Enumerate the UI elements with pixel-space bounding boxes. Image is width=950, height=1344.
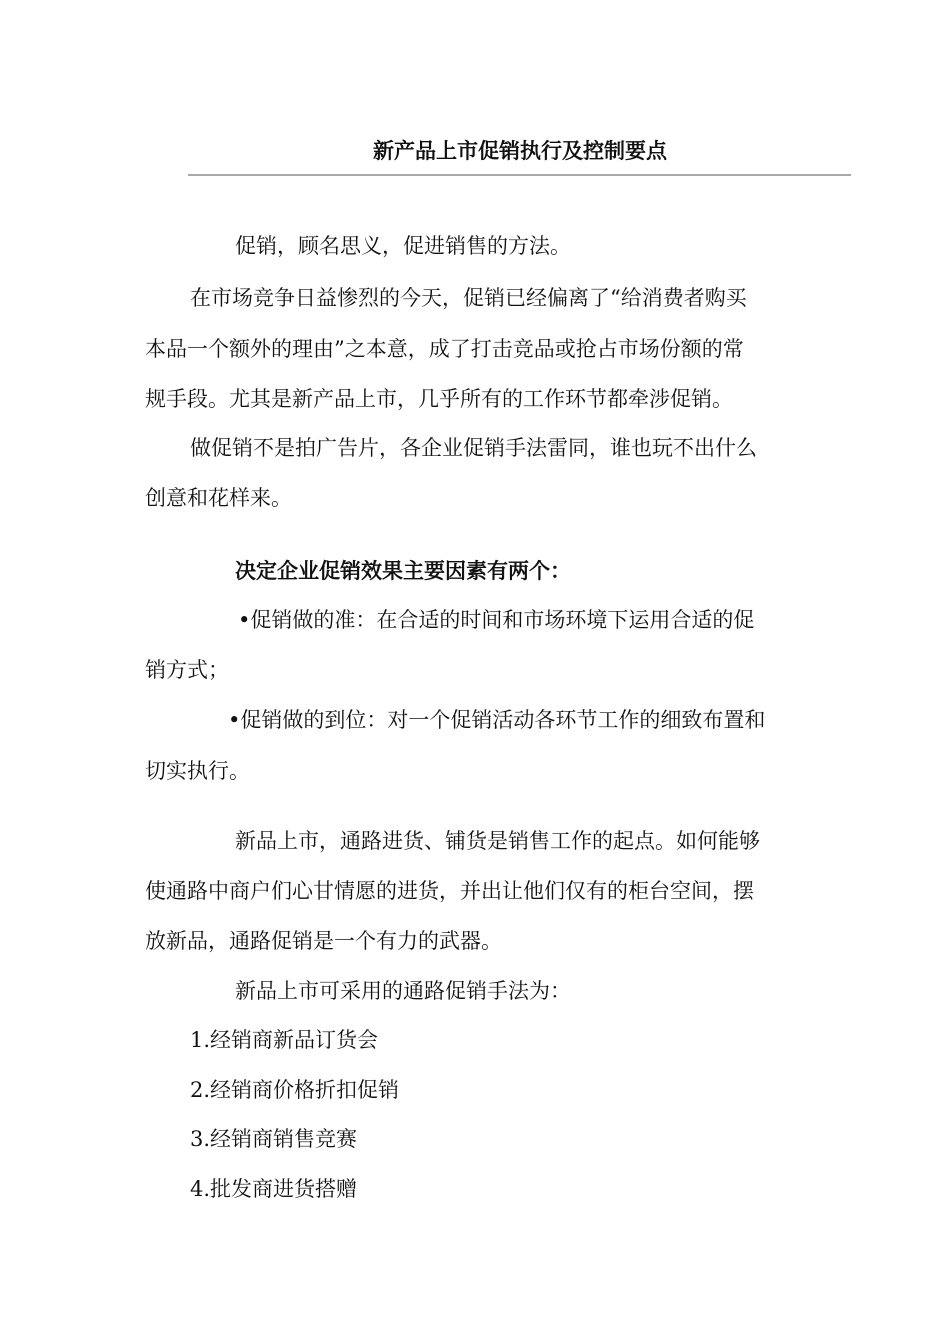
list-item: 4.批发商进货搭赠 [190,1177,358,1201]
paragraph-line: 规手段。尤其是新产品上市，几乎所有的工作环节都牵涉促销。 [145,387,733,411]
document-title: 新产品上市促销执行及控制要点 [373,138,667,163]
paragraph-line: 做促销不是拍广告片，各企业促销手法雷同，谁也玩不出什么 [190,436,757,460]
bullet-line: 切实执行。 [145,759,250,783]
list-item: 3.经销商销售竞赛 [190,1127,358,1151]
list-item: 2.经销商价格折扣促销 [190,1078,400,1102]
paragraph-line: 使通路中商户们心甘情愿的进货，并出让他们仅有的柜台空间，摆 [145,879,754,903]
paragraph-line: 在市场竞争日益惨烈的今天，促销已经偏离了“给消费者购买 [190,286,747,310]
paragraph-line: 本品一个额外的理由”之本意，成了打击竞品或抢占市场份额的常 [145,337,744,361]
bullet-line: 销方式； [145,658,229,682]
paragraph-line: 促销，顾名思义，促进销售的方法。 [235,234,571,258]
title-divider [188,174,851,176]
bullet-line: •促销做的准：在合适的时间和市场环境下运用合适的促 [238,608,755,632]
paragraph-line: 放新品，通路促销是一个有力的武器。 [145,929,502,953]
bullet-line: •促销做的到位：对一个促销活动各环节工作的细致布置和 [228,708,766,732]
list-item: 1.经销商新品订货会 [190,1028,379,1052]
paragraph-line: 新品上市，通路进货、铺货是销售工作的起点。如何能够 [235,829,760,853]
section-heading: 决定企业促销效果主要因素有两个： [235,558,571,583]
paragraph-line: 新品上市可采用的通路促销手法为： [235,979,571,1003]
paragraph-line: 创意和花样来。 [145,486,292,510]
